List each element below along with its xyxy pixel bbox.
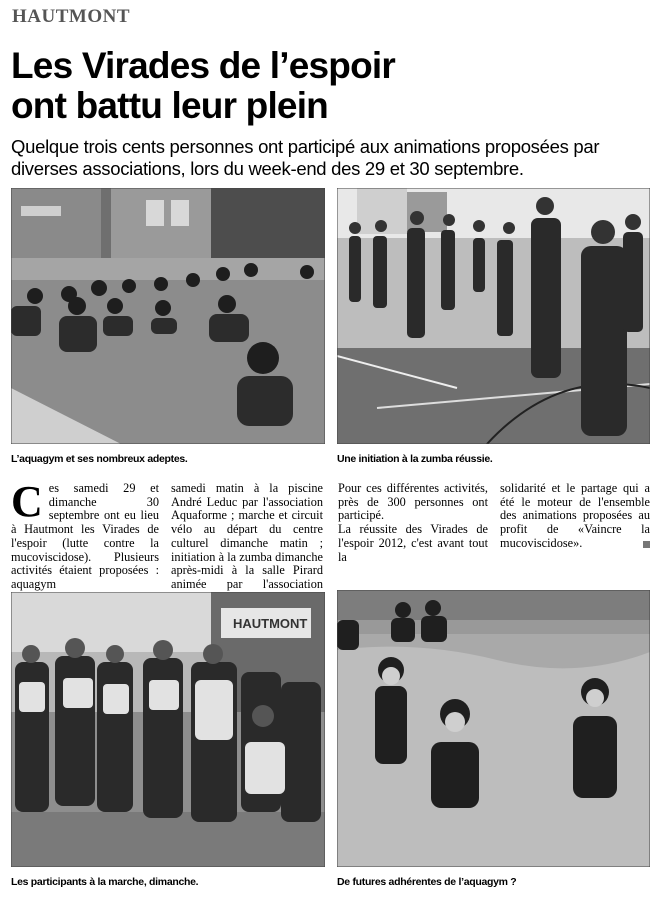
- caption-walk: Les participants à la marche, dimanche.: [11, 876, 199, 888]
- photo-zumba: [337, 188, 650, 444]
- caption-young-swimmers: De futures adhérentes de l’aquagym ?: [337, 876, 517, 888]
- article-column-2: samedi matin à la piscine André Leduc par l'association Aquaforme ; marche et circuit vélo au départ du centre culturel dimanche matin ; initiation à la zumba dimanche après-midi à la salle Pirard animée par l'association: [171, 481, 323, 591]
- headline-line-1: Les Virades de l’espoir: [11, 45, 395, 86]
- headline-line-2: ont battu leur plein: [11, 85, 328, 126]
- photo-young-swimmers: [337, 590, 650, 867]
- section-label: HAUTMONT: [12, 6, 130, 27]
- article-col1-text: es samedi 29 et dimanche 30 septembre ont eu lieu à Hautmont les Virades de l'espoir (lutte contre la mucoviscidose). Plusieurs activités étaient proposées : aquagym: [11, 481, 159, 591]
- article-col3-para-1: Pour ces différentes activités, près de 300 personnes ont participé.: [338, 481, 488, 523]
- article-column-1: [11, 477, 159, 592]
- caption-zumba: Une initiation à la zumba réussie.: [337, 453, 493, 465]
- caption-aquagym: L’aquagym et ses nombreux adeptes.: [11, 453, 188, 465]
- end-mark-icon: [643, 541, 650, 548]
- photo-walk: [11, 592, 325, 867]
- building-sign-text: HAUTMONT: [233, 616, 308, 631]
- headline: [11, 46, 651, 126]
- intro-text: Quelque trois cents personnes ont participé aux animations proposées par diverses associations, lors du week-end des 29 et 30 septembre.: [11, 136, 600, 179]
- article-col4-text: solidarité et le partage qui a été le moteur de l'ensemble des animations proposées au profit de «Vaincre la mucoviscidose».: [500, 481, 650, 550]
- article-column-3: [338, 482, 488, 564]
- article-col3-para-2: La réussite des Virades de l'espoir 2012, c'est avant tout la: [338, 522, 488, 564]
- photo-aquagym: [11, 188, 325, 444]
- article-column-4: [500, 482, 650, 551]
- drop-cap: C: [11, 477, 43, 526]
